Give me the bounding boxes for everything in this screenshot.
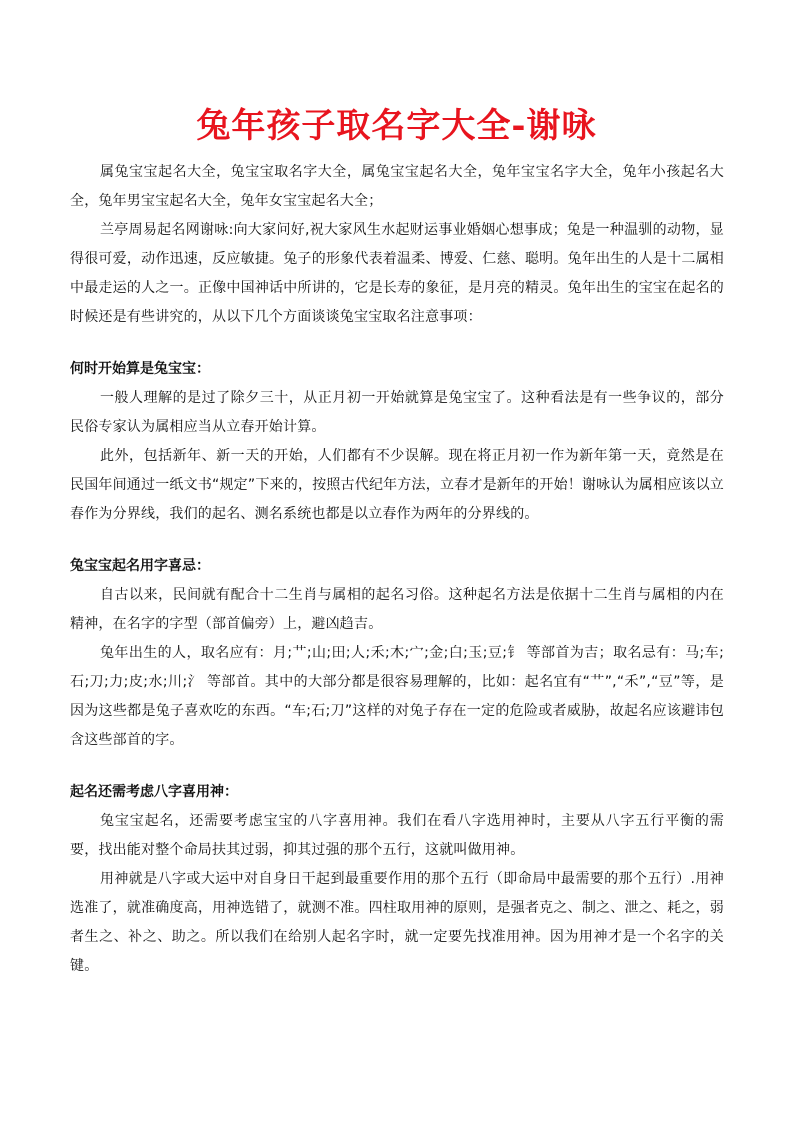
intro-paragraph-keywords: 属兔宝宝起名大全，兔宝宝取名字大全，属兔宝宝起名大全，兔年宝宝名字大全，兔年小孩起名大全，兔年男宝宝起名大全，兔年女宝宝起名大全； [70,164,724,209]
intro-paragraph-description: 兰亭周易起名网谢咏:向大家问好,祝大家风生水起财运事业婚姻心想事成；兔是一种温驯的动物，显得很可爱，动作迅速，反应敏捷。兔子的形象代表着温柔、博爱、仁慈、聪明。兔年出生的人是十二属相中最走运的人之一。正像中国神话中所讲的，它是长寿的象征，是月亮的精灵。兔年出生的宝宝在起名的时候还是有些讲究的，从以下几个方面谈谈兔宝宝取名注意事项： [70,222,724,325]
section-spacer [70,755,724,778]
document-body [70,158,724,981]
section-spacer [70,332,724,355]
section-bazi-paragraph-1: 兔宝宝起名，还需要考虑宝宝的八字喜用神。我们在看八字选用神时，主要从八字五行平衡的需要，找出能对整个命局扶其过弱，抑其过强的那个五行，这就叫做用神。 [70,813,724,858]
section-heading-characters: 兔宝宝起名用字喜忌： [70,558,210,574]
section-heading-when: 何时开始算是兔宝宝： [70,361,210,377]
section-heading-bazi: 起名还需考虑八字喜用神： [70,784,238,800]
section-when-paragraph-1: 一般人理解的是过了除夕三十，从正月初一开始就算是兔宝宝了。这种看法是有一些争议的，部分民俗专家认为属相应当从立春开始计算。 [70,390,724,435]
section-bazi-paragraph-2: 用神就是八字或大运中对自身日干起到最重要作用的那个五行（即命局中最需要的那个五行）.用神选准了，就准确度高，用神选错了，就测不准。四柱取用神的原则，是强者克之、制之、泄之、耗之，弱者生之、补之、助之。所以我们在给别人起名字时，就一定要先找准用神。因为用神才是一个名字的关键。 [70,871,724,974]
section-characters-paragraph-1: 自古以来，民间就有配合十二生肖与属相的起名习俗。这种起名方法是依据十二生肖与属相的内在精神，在名字的字型（部首偏旁）上，避凶趋吉。 [70,587,724,632]
page-title: 兔年孩子取名字大全-谢咏 [196,106,597,146]
section-when-paragraph-2: 此外，包括新年、新一天的开始，人们都有不少误解。现在将正月初一作为新年第一天，竟然是在民国年间通过一纸文书“规定”下来的，按照古代纪年方法，立春才是新年的开始！谢咏认为属相应该以立春作为分界线，我们的起名、测名系统也都是以立春作为两年的分界线的。 [70,448,724,522]
section-characters-paragraph-2: 兔年出生的人，取名应有：月;艹;山;田;人;禾;木;宀;金;白;玉;豆;钅 等部首为吉；取名忌有：马;车;石;刀;力;皮;水;川;氵 等部首。其中的大部分都是很容易理解的，比如：起名宜有“艹”,“禾”,“豆”等，是因为这些都是兔子喜欢吃的东西。“车;石;刀”这样的对兔子存在一定的危险或者威胁，故起名应该避讳包含这些部首的字。 [70,645,724,748]
section-spacer [70,529,724,552]
